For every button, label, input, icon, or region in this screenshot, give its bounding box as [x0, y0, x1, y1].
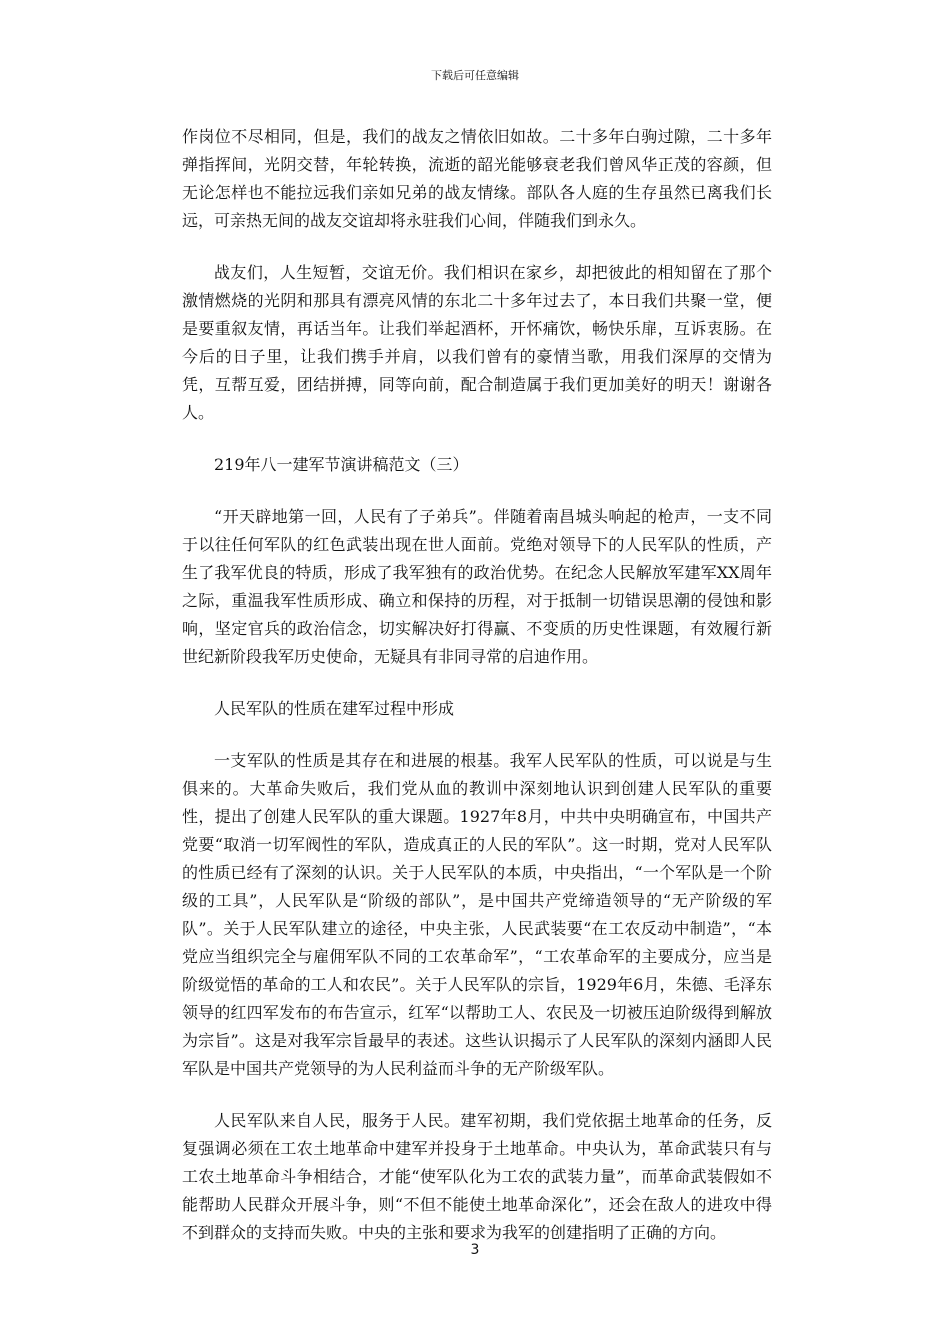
document-body — [182, 123, 772, 1247]
paragraph-gap — [182, 671, 772, 695]
paragraph-gap — [182, 723, 772, 747]
paragraph-gap — [182, 427, 772, 451]
paragraph-gap — [182, 1083, 772, 1107]
page-number: 3 — [470, 1242, 480, 1258]
paragraph-3: “开天辟地第一回，人民有了子弟兵”。伴随着南昌城头响起的枪声，一支不同于以往任何军队的红色武装出现在世人面前。党绝对领导下的人民军队的性质，产生了我军优良的特质，形成了我军独有的政治优势。在纪念人民解放军建军XX周年之际，重温我军性质形成、确立和保持的历程，对于抵制一切错误思潮的侵蚀和影响，坚定官兵的政治信念，切实解决好打得赢、不变质的历史性课题，有效履行新世纪新阶段我军历史使命，无疑具有非同寻常的启迪作用。 — [182, 507, 772, 666]
paragraph-5: 人民军队来自人民，服务于人民。建军初期，我们党依据土地革命的任务，反复强调必须在工农土地革命中建军并投身于土地革命。中央认为，革命武装只有与工农土地革命斗争相结合，才能“使军队化为工农的武装力量”，而革命武装假如不能帮助人民群众开展斗争，则“不但不能使土地革命深化”，还会在敌人的进攻中得不到群众的支持而失败。中央的主张和要求为我军的创建指明了正确的方向。 — [182, 1111, 772, 1242]
paragraph-4: 一支军队的性质是其存在和进展的根基。我军人民军队的性质，可以说是与生俱来的。大革命失败后，我们党从血的教训中深刻地认识到创建人民军队的重要性，提出了创建人民军队的重大课题。1927年8月，中共中央明确宣布，中国共产党要“取消一切军阀性的军队，造成真正的人民的军队”。这一时期，党对人民军队的性质已经有了深刻的认识。关于人民军队的本质，中央指出，“一个军队是一个阶级的工具”，人民军队是“阶级的部队”，是中国共产党缔造领导的“无产阶级的军队”。关于人民军队建立的途径，中央主张，人民武装要“在工农反动中制造”，“本党应当组织完全与雇佣军队不同的工农革命军”，“工农革命军的主要成分，应当是阶级觉悟的革命的工人和农民”。关于人民军队的宗旨，1929年6月，朱德、毛泽东领导的红四军发布的布告宣示，红军“以帮助工人、农民及一切被压迫阶级得到解放为宗旨”。这是对我军宗旨最早的表述。这些认识揭示了人民军队的深刻内涵即人民军队是中国共产党领导的为人民利益而斗争的无产阶级军队。 — [182, 751, 772, 1078]
paragraph-gap — [182, 235, 772, 259]
section-title: 219年八一建军节演讲稿范文（三） — [214, 455, 469, 474]
subsection-title: 人民军队的性质在建军过程中形成 — [214, 699, 455, 718]
paragraph-gap — [182, 479, 772, 503]
paragraph-2: 战友们，人生短暂，交谊无价。我们相识在家乡，却把彼此的相知留在了那个激情燃烧的光阴和那具有漂亮风情的东北二十多年过去了，本日我们共聚一堂，便是要重叙友情，再话当年。让我们举起酒杯，开怀痛饮，畅快乐扉，互诉衷肠。在今后的日子里，让我们携手并肩，以我们曾有的豪情当歌，用我们深厚的交情为凭，互帮互爱，团结拼搏，同等向前，配合制造属于我们更加美好的明天！谢谢各人。 — [182, 263, 772, 422]
paragraph-1: 作岗位不尽相同，但是，我们的战友之情依旧如故。二十多年白驹过隙，二十多年弹指挥间，光阴交替，年轮转换，流逝的韶光能够衰老我们曾风华正茂的容颜，但无论怎样也不能拉远我们亲如兄弟的战友情缘。部队各人庭的生存虽然已离我们长远，可亲热无间的战友交谊却将永驻我们心间，伴随我们到永久。 — [182, 127, 772, 230]
page-header: 下载后可任意编辑 — [431, 69, 519, 82]
